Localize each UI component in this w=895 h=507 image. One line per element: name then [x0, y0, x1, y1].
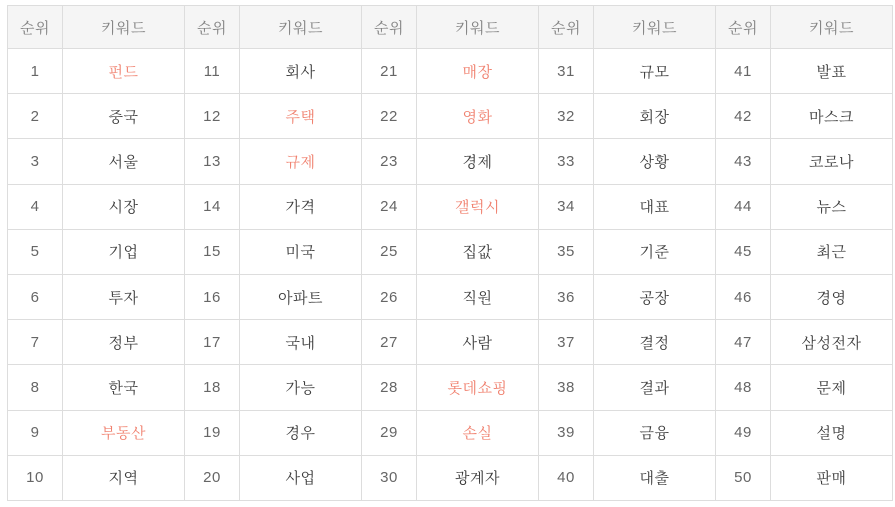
- rank-cell: 35: [539, 229, 594, 274]
- table-header-row: [8, 6, 893, 49]
- keyword-cell: 가능: [240, 365, 362, 410]
- rank-cell: 17: [185, 320, 240, 365]
- keyword-cell-highlighted: 부동산: [63, 410, 185, 455]
- rank-cell: 34: [539, 184, 594, 229]
- keyword-cell: 마스크: [771, 94, 893, 139]
- rank-cell: 31: [539, 49, 594, 94]
- keyword-cell: 사업: [240, 455, 362, 500]
- rank-cell: 11: [185, 49, 240, 94]
- rank-cell: 30: [362, 455, 417, 500]
- keyword-cell-highlighted: 주택: [240, 94, 362, 139]
- table-row: [8, 229, 893, 274]
- keyword-cell: 회장: [594, 94, 716, 139]
- rank-cell: 7: [8, 320, 63, 365]
- rank-column-header: 순위: [539, 6, 594, 49]
- keyword-cell-highlighted: 규제: [240, 139, 362, 184]
- rank-cell: 38: [539, 365, 594, 410]
- rank-cell: 41: [716, 49, 771, 94]
- keyword-cell: 집값: [417, 229, 539, 274]
- rank-cell: 20: [185, 455, 240, 500]
- rank-cell: 46: [716, 274, 771, 319]
- rank-cell: 27: [362, 320, 417, 365]
- keyword-column-header: 키워드: [63, 6, 185, 49]
- rank-cell: 5: [8, 229, 63, 274]
- rank-column-header: 순위: [8, 6, 63, 49]
- rank-cell: 24: [362, 184, 417, 229]
- keyword-cell: 결정: [594, 320, 716, 365]
- rank-cell: 10: [8, 455, 63, 500]
- keyword-rank-table: [7, 5, 893, 501]
- keyword-cell: 발표: [771, 49, 893, 94]
- rank-cell: 8: [8, 365, 63, 410]
- keyword-cell: 중국: [63, 94, 185, 139]
- rank-cell: 48: [716, 365, 771, 410]
- rank-cell: 14: [185, 184, 240, 229]
- table-row: [8, 410, 893, 455]
- keyword-cell: 규모: [594, 49, 716, 94]
- rank-cell: 9: [8, 410, 63, 455]
- rank-cell: 43: [716, 139, 771, 184]
- rank-cell: 23: [362, 139, 417, 184]
- keyword-cell: 사람: [417, 320, 539, 365]
- rank-cell: 37: [539, 320, 594, 365]
- table-row: [8, 365, 893, 410]
- keyword-cell: 최근: [771, 229, 893, 274]
- keyword-cell: 대출: [594, 455, 716, 500]
- keyword-cell: 광계자: [417, 455, 539, 500]
- rank-cell: 6: [8, 274, 63, 319]
- keyword-cell: 판매: [771, 455, 893, 500]
- rank-cell: 26: [362, 274, 417, 319]
- keyword-cell: 정부: [63, 320, 185, 365]
- rank-cell: 12: [185, 94, 240, 139]
- rank-cell: 22: [362, 94, 417, 139]
- rank-cell: 44: [716, 184, 771, 229]
- keyword-cell: 삼성전자: [771, 320, 893, 365]
- rank-cell: 28: [362, 365, 417, 410]
- keyword-cell: 대표: [594, 184, 716, 229]
- rank-cell: 2: [8, 94, 63, 139]
- keyword-column-header: 키워드: [240, 6, 362, 49]
- rank-cell: 40: [539, 455, 594, 500]
- table-row: [8, 49, 893, 94]
- rank-cell: 50: [716, 455, 771, 500]
- keyword-cell: 미국: [240, 229, 362, 274]
- keyword-cell-highlighted: 롯데쇼핑: [417, 365, 539, 410]
- keyword-cell: 경영: [771, 274, 893, 319]
- rank-cell: 45: [716, 229, 771, 274]
- keyword-cell: 뉴스: [771, 184, 893, 229]
- keyword-cell: 경우: [240, 410, 362, 455]
- keyword-cell: 공장: [594, 274, 716, 319]
- rank-cell: 29: [362, 410, 417, 455]
- table-row: [8, 139, 893, 184]
- keyword-cell: 지역: [63, 455, 185, 500]
- keyword-cell-highlighted: 펀드: [63, 49, 185, 94]
- rank-cell: 16: [185, 274, 240, 319]
- rank-cell: 21: [362, 49, 417, 94]
- rank-cell: 33: [539, 139, 594, 184]
- keyword-cell-highlighted: 갤럭시: [417, 184, 539, 229]
- rank-cell: 25: [362, 229, 417, 274]
- keyword-cell: 금융: [594, 410, 716, 455]
- keyword-cell-highlighted: 영화: [417, 94, 539, 139]
- keyword-cell: 한국: [63, 365, 185, 410]
- keyword-cell: 서울: [63, 139, 185, 184]
- keyword-cell: 국내: [240, 320, 362, 365]
- keyword-cell-highlighted: 매장: [417, 49, 539, 94]
- rank-cell: 4: [8, 184, 63, 229]
- keyword-column-header: 키워드: [771, 6, 893, 49]
- keyword-cell: 가격: [240, 184, 362, 229]
- keyword-cell: 직원: [417, 274, 539, 319]
- rank-cell: 39: [539, 410, 594, 455]
- rank-cell: 42: [716, 94, 771, 139]
- rank-column-header: 순위: [362, 6, 417, 49]
- rank-cell: 3: [8, 139, 63, 184]
- keyword-cell: 설명: [771, 410, 893, 455]
- rank-cell: 1: [8, 49, 63, 94]
- keyword-cell: 기업: [63, 229, 185, 274]
- rank-cell: 32: [539, 94, 594, 139]
- keyword-cell: 투자: [63, 274, 185, 319]
- keyword-cell: 기준: [594, 229, 716, 274]
- table-row: [8, 184, 893, 229]
- keyword-column-header: 키워드: [417, 6, 539, 49]
- table-row: [8, 455, 893, 500]
- rank-cell: 18: [185, 365, 240, 410]
- rank-column-header: 순위: [185, 6, 240, 49]
- rank-cell: 19: [185, 410, 240, 455]
- keyword-cell: 코로나: [771, 139, 893, 184]
- table-row: [8, 274, 893, 319]
- keyword-cell: 시장: [63, 184, 185, 229]
- table-row: [8, 320, 893, 365]
- table-row: [8, 94, 893, 139]
- keyword-cell: 문제: [771, 365, 893, 410]
- keyword-cell: 결과: [594, 365, 716, 410]
- keyword-cell: 회사: [240, 49, 362, 94]
- rank-column-header: 순위: [716, 6, 771, 49]
- rank-cell: 13: [185, 139, 240, 184]
- rank-cell: 47: [716, 320, 771, 365]
- keyword-cell: 상황: [594, 139, 716, 184]
- keyword-cell: 아파트: [240, 274, 362, 319]
- rank-cell: 36: [539, 274, 594, 319]
- rank-cell: 49: [716, 410, 771, 455]
- keyword-column-header: 키워드: [594, 6, 716, 49]
- keyword-cell-highlighted: 손실: [417, 410, 539, 455]
- rank-cell: 15: [185, 229, 240, 274]
- keyword-cell: 경제: [417, 139, 539, 184]
